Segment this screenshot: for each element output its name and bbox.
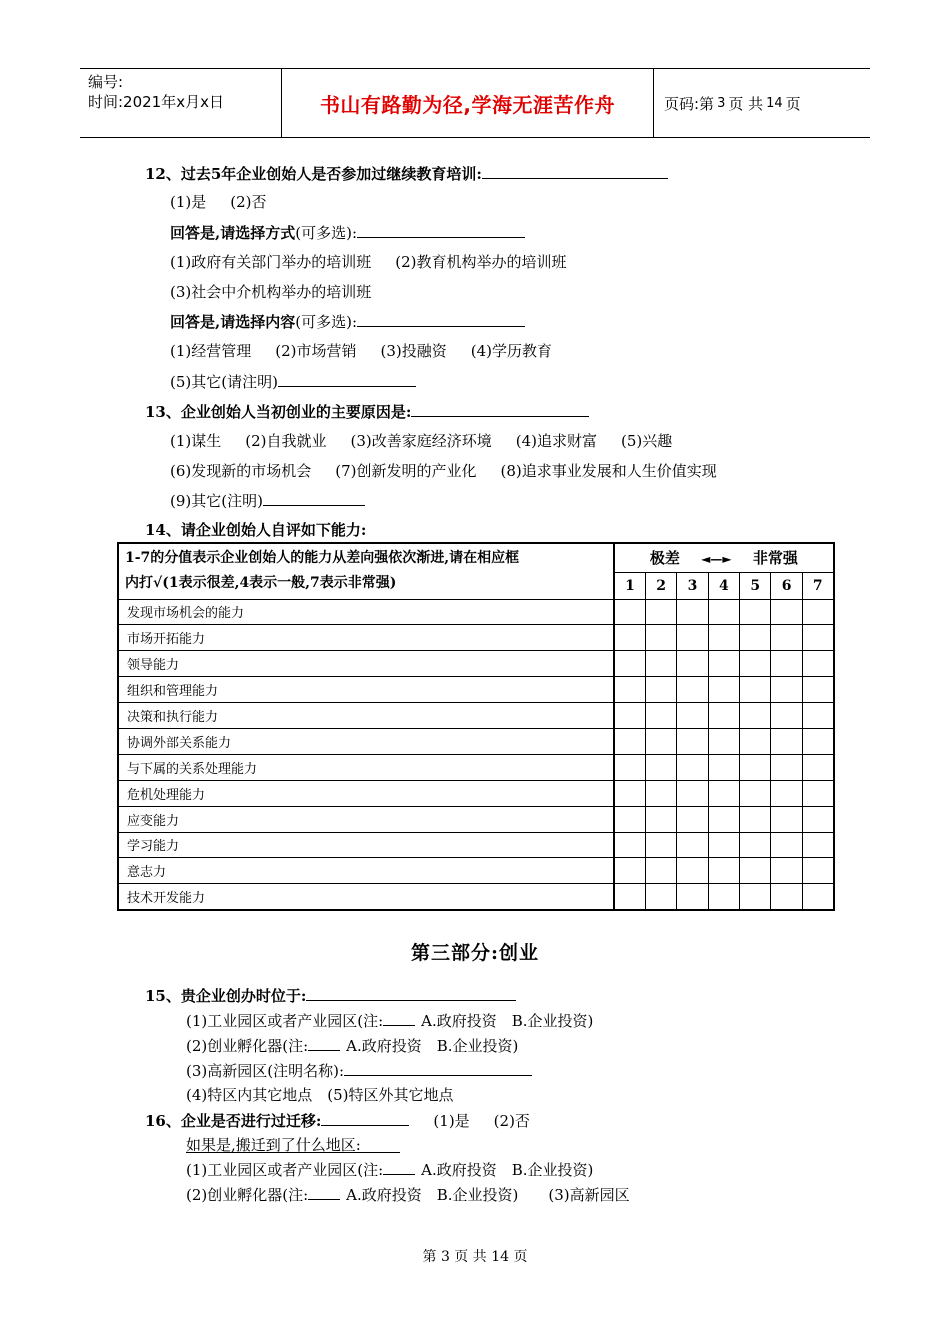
header-page-mid: 页 共 <box>728 94 764 113</box>
rating-checkbox-1[interactable] <box>614 625 645 651</box>
q12-content-label: 回答是,请选择内容 <box>170 313 296 331</box>
q13-option-8[interactable]: (8)追求事业发展和人生价值实现 <box>500 462 717 480</box>
table-row <box>118 677 834 703</box>
q16-title <box>145 1110 530 1131</box>
q15-option-4-5[interactable]: (4)特区内其它地点 (5)特区外其它地点 <box>186 1086 454 1104</box>
q12-other-label: (5)其它(请注明) <box>170 373 278 391</box>
ability-label: 领导能力 <box>118 651 614 677</box>
table-row <box>118 858 834 884</box>
ability-label: 与下属的关系处理能力 <box>118 754 614 780</box>
table-row <box>118 599 834 625</box>
rating-checkbox-6[interactable] <box>771 832 802 858</box>
rating-checkbox-6[interactable] <box>771 858 802 884</box>
rating-checkbox-5[interactable] <box>740 703 771 729</box>
score-header-1: 1 <box>614 572 645 599</box>
rating-checkbox-5[interactable] <box>740 858 771 884</box>
q13-option-1[interactable]: (1)谋生 <box>170 432 222 450</box>
rating-checkbox-5[interactable] <box>740 651 771 677</box>
q12-content-row <box>170 311 525 332</box>
q12-title <box>145 163 668 184</box>
score-header-5: 5 <box>740 572 771 599</box>
rating-checkbox-1[interactable] <box>614 858 645 884</box>
q16-option-1-label[interactable]: (1)工业园区或者产业园区(注: <box>186 1161 384 1179</box>
rating-checkbox-1[interactable] <box>614 754 645 780</box>
q12-content-note: (可多选): <box>295 313 357 331</box>
q12-option-no[interactable]: (2)否 <box>230 193 267 211</box>
rating-checkbox-7[interactable] <box>802 858 833 884</box>
rating-checkbox-2[interactable] <box>645 832 676 858</box>
q13-title <box>145 401 589 422</box>
rating-checkbox-2[interactable] <box>645 625 676 651</box>
q12-option-yes[interactable]: (1)是 <box>170 193 207 211</box>
double-arrow-icon: ◄—► <box>701 552 732 567</box>
rating-checkbox-2[interactable] <box>645 651 676 677</box>
rating-checkbox-3[interactable] <box>677 677 708 703</box>
q15-option-3-blank[interactable] <box>344 1060 532 1076</box>
ability-label: 协调外部关系能力 <box>118 728 614 754</box>
rating-checkbox-6[interactable] <box>771 884 802 910</box>
rating-checkbox-3[interactable] <box>677 884 708 910</box>
header-page-current: 3 <box>717 95 726 111</box>
rating-checkbox-7[interactable] <box>802 780 833 806</box>
q13-title-text: 13、企业创始人当初创业的主要原因是: <box>145 403 412 421</box>
header-page-info <box>654 69 870 137</box>
rating-checkbox-3[interactable] <box>677 754 708 780</box>
q16-option-1-tail: A.政府投资 B.企业投资) <box>421 1161 594 1179</box>
header-page-total: 14 <box>766 95 783 111</box>
q13-option-6[interactable]: (6)发现新的市场机会 <box>170 462 312 480</box>
table-row <box>118 780 834 806</box>
rating-checkbox-4[interactable] <box>708 884 739 910</box>
q16-option-2-blank[interactable] <box>308 1184 340 1200</box>
rating-checkbox-5[interactable] <box>740 884 771 910</box>
q16-option-2-label[interactable]: (2)创业孵化器(注: <box>186 1186 309 1204</box>
q12-method-options-2 <box>170 282 371 302</box>
q12-answer-blank[interactable] <box>482 163 668 179</box>
header-page-end: 页 <box>785 94 801 113</box>
q12-method-option-3[interactable]: (3)社会中介机构举办的培训班 <box>170 283 372 301</box>
ability-label: 危机处理能力 <box>118 780 614 806</box>
rating-checkbox-4[interactable] <box>708 754 739 780</box>
rating-checkbox-7[interactable] <box>802 754 833 780</box>
q16-option-no[interactable]: (2)否 <box>493 1112 530 1130</box>
rating-checkbox-7[interactable] <box>802 832 833 858</box>
rating-checkbox-3[interactable] <box>677 832 708 858</box>
rating-checkbox-3[interactable] <box>677 625 708 651</box>
rating-checkbox-7[interactable] <box>802 806 833 832</box>
table-row <box>118 806 834 832</box>
rating-checkbox-6[interactable] <box>771 703 802 729</box>
rating-checkbox-3[interactable] <box>677 599 708 625</box>
q16-option-yes[interactable]: (1)是 <box>433 1112 470 1130</box>
rating-checkbox-5[interactable] <box>740 754 771 780</box>
rating-checkbox-2[interactable] <box>645 806 676 832</box>
q12-method-option-2[interactable]: (2)教育机构举办的培训班 <box>395 253 567 271</box>
q13-options-1 <box>170 431 672 451</box>
rating-checkbox-5[interactable] <box>740 806 771 832</box>
table-row <box>118 703 834 729</box>
score-header-7: 7 <box>802 572 833 599</box>
ability-rating-table <box>117 542 835 911</box>
rating-checkbox-4[interactable] <box>708 806 739 832</box>
rating-checkbox-1[interactable] <box>614 703 645 729</box>
rating-checkbox-3[interactable] <box>677 651 708 677</box>
rating-checkbox-2[interactable] <box>645 677 676 703</box>
q12-method-row <box>170 222 525 243</box>
ability-label: 应变能力 <box>118 806 614 832</box>
q13-other-blank[interactable] <box>263 490 365 506</box>
rating-checkbox-3[interactable] <box>677 703 708 729</box>
rating-checkbox-5[interactable] <box>740 728 771 754</box>
q15-option-2-tail: A.政府投资 B.企业投资) <box>346 1037 519 1055</box>
q16-option-1 <box>186 1159 593 1180</box>
rating-checkbox-2[interactable] <box>645 703 676 729</box>
q12-other-row <box>170 371 416 392</box>
rating-checkbox-6[interactable] <box>771 677 802 703</box>
rating-checkbox-1[interactable] <box>614 599 645 625</box>
header-motto: 书山有路勤为径,学海无涯苦作舟 <box>282 69 654 137</box>
ability-label: 决策和执行能力 <box>118 703 614 729</box>
q12-method-note: (可多选): <box>295 224 357 242</box>
q15-option-1-label[interactable]: (1)工业园区或者产业园区(注: <box>186 1012 384 1030</box>
q15-title-text: 15、贵企业创办时位于: <box>145 987 307 1005</box>
ability-label: 组织和管理能力 <box>118 677 614 703</box>
table-row <box>118 625 834 651</box>
q15-option-2-label[interactable]: (2)创业孵化器(注: <box>186 1037 309 1055</box>
table-row <box>118 728 834 754</box>
rating-checkbox-4[interactable] <box>708 677 739 703</box>
rating-checkbox-1[interactable] <box>614 832 645 858</box>
q13-other-row <box>170 490 365 511</box>
q15-answer-blank[interactable] <box>306 985 516 1001</box>
table-instruction <box>118 543 614 599</box>
table-instruction-line-1: 1-7的分值表示企业创始人的能力从差向强依次渐进,请在相应框 <box>125 550 520 567</box>
rating-checkbox-3[interactable] <box>677 728 708 754</box>
q12-options <box>170 192 267 212</box>
table-row <box>118 754 834 780</box>
score-header-6: 6 <box>771 572 802 599</box>
ability-label: 技术开发能力 <box>118 884 614 910</box>
rating-checkbox-5[interactable] <box>740 599 771 625</box>
rating-checkbox-7[interactable] <box>802 599 833 625</box>
ability-label: 市场开拓能力 <box>118 625 614 651</box>
table-row <box>118 651 834 677</box>
rating-checkbox-3[interactable] <box>677 780 708 806</box>
ability-rows <box>118 599 834 910</box>
rating-checkbox-7[interactable] <box>802 728 833 754</box>
score-header-2: 2 <box>645 572 676 599</box>
header-meta <box>80 69 282 137</box>
rating-checkbox-1[interactable] <box>614 780 645 806</box>
rating-checkbox-7[interactable] <box>802 677 833 703</box>
ability-label: 发现市场机会的能力 <box>118 599 614 625</box>
rating-checkbox-4[interactable] <box>708 599 739 625</box>
section-3-title: 第三部分:创业 <box>410 942 539 964</box>
q16-title-text: 16、企业是否进行过迁移: <box>145 1112 322 1130</box>
q16-option-3-label[interactable]: (3)高新园区 <box>548 1186 630 1204</box>
q16-answer-blank[interactable] <box>321 1110 409 1126</box>
q15-title <box>145 985 516 1006</box>
rating-checkbox-3[interactable] <box>677 858 708 884</box>
rating-checkbox-6[interactable] <box>771 625 802 651</box>
rating-checkbox-6[interactable] <box>771 599 802 625</box>
q16-option-1-blank[interactable] <box>383 1159 415 1175</box>
q12-other-blank[interactable] <box>278 371 416 387</box>
rating-checkbox-5[interactable] <box>740 625 771 651</box>
rating-checkbox-4[interactable] <box>708 703 739 729</box>
q13-options-2 <box>170 461 717 481</box>
q15-option-2 <box>186 1035 518 1056</box>
q16-option-2-3 <box>186 1184 630 1205</box>
rating-checkbox-1[interactable] <box>614 677 645 703</box>
q15-option-1-blank[interactable] <box>383 1010 415 1026</box>
table-instruction-line-2: 内打√(1表示很差,4表示一般,7表示非常强) <box>125 575 397 592</box>
header-id-label: 编号: <box>88 73 124 91</box>
table-row <box>118 884 834 910</box>
rating-checkbox-1[interactable] <box>614 806 645 832</box>
rating-checkbox-2[interactable] <box>645 884 676 910</box>
q16-followup-text: 如果是,搬迁到了什么地区: <box>186 1136 361 1154</box>
rating-checkbox-7[interactable] <box>802 884 833 910</box>
rating-checkbox-3[interactable] <box>677 806 708 832</box>
rating-checkbox-4[interactable] <box>708 625 739 651</box>
rating-checkbox-4[interactable] <box>708 858 739 884</box>
page-header <box>80 68 870 138</box>
score-header-3: 3 <box>677 572 708 599</box>
q12-content-option-3[interactable]: (3)投融资 <box>380 342 447 360</box>
q12-title-text: 12、过去5年企业创始人是否参加过继续教育培训: <box>145 165 482 183</box>
rating-checkbox-2[interactable] <box>645 728 676 754</box>
q13-option-4[interactable]: (4)追求财富 <box>515 432 597 450</box>
q15-option-2-blank[interactable] <box>308 1035 340 1051</box>
q13-answer-blank[interactable] <box>411 401 589 417</box>
rating-checkbox-2[interactable] <box>645 780 676 806</box>
rating-checkbox-6[interactable] <box>771 806 802 832</box>
rating-checkbox-6[interactable] <box>771 651 802 677</box>
rating-checkbox-1[interactable] <box>614 884 645 910</box>
rating-checkbox-1[interactable] <box>614 728 645 754</box>
rating-checkbox-1[interactable] <box>614 651 645 677</box>
ability-label: 学习能力 <box>118 832 614 858</box>
q13-option-5[interactable]: (5)兴趣 <box>621 432 673 450</box>
q12-method-label: 回答是,请选择方式 <box>170 224 296 242</box>
q13-option-3[interactable]: (3)改善家庭经济环境 <box>350 432 492 450</box>
rating-checkbox-6[interactable] <box>771 754 802 780</box>
rating-checkbox-7[interactable] <box>802 651 833 677</box>
header-page-label: 页码:第 <box>664 94 715 113</box>
q13-option-2[interactable]: (2)自我就业 <box>245 432 327 450</box>
rating-checkbox-5[interactable] <box>740 677 771 703</box>
q15-option-1 <box>186 1010 593 1031</box>
rating-checkbox-7[interactable] <box>802 625 833 651</box>
q12-content-option-1[interactable]: (1)经营管理 <box>170 342 252 360</box>
rating-checkbox-7[interactable] <box>802 703 833 729</box>
q15-option-1-tail: A.政府投资 B.企业投资) <box>421 1012 594 1030</box>
q12-content-blank[interactable] <box>357 311 525 327</box>
page-footer: 第 3 页 共 14 页 <box>422 1249 528 1265</box>
rating-checkbox-4[interactable] <box>708 651 739 677</box>
table-row <box>118 832 834 858</box>
rating-checkbox-2[interactable] <box>645 754 676 780</box>
q12-method-option-1[interactable]: (1)政府有关部门举办的培训班 <box>170 253 372 271</box>
q12-content-options <box>170 341 552 361</box>
q16-followup-underline[interactable] <box>186 1152 400 1153</box>
rating-checkbox-4[interactable] <box>708 832 739 858</box>
q13-option-7[interactable]: (7)创新发明的产业化 <box>335 462 477 480</box>
q14-title: 14、请企业创始人自评如下能力: <box>145 521 367 539</box>
q12-content-option-2[interactable]: (2)市场营销 <box>275 342 357 360</box>
rating-checkbox-5[interactable] <box>740 832 771 858</box>
header-time-label: 时间:2021年x月x日 <box>88 93 224 111</box>
q12-method-blank[interactable] <box>357 222 525 238</box>
rating-checkbox-6[interactable] <box>771 728 802 754</box>
score-header-4: 4 <box>708 572 739 599</box>
q13-other-label: (9)其它(注明) <box>170 492 263 510</box>
rating-checkbox-5[interactable] <box>740 780 771 806</box>
rating-checkbox-6[interactable] <box>771 780 802 806</box>
scale-high-label: 非常强 <box>752 549 798 568</box>
scale-header <box>614 543 834 572</box>
rating-checkbox-4[interactable] <box>708 780 739 806</box>
ability-label: 意志力 <box>118 858 614 884</box>
q15-option-3-label[interactable]: (3)高新园区(注明名称): <box>186 1062 345 1080</box>
rating-checkbox-4[interactable] <box>708 728 739 754</box>
rating-checkbox-2[interactable] <box>645 599 676 625</box>
q12-method-options-1 <box>170 252 567 272</box>
q15-option-3 <box>186 1060 532 1081</box>
q16-option-2-tail: A.政府投资 B.企业投资) <box>346 1186 519 1204</box>
q12-content-option-4[interactable]: (4)学历教育 <box>470 342 552 360</box>
scale-low-label: 极差 <box>649 549 680 568</box>
rating-checkbox-2[interactable] <box>645 858 676 884</box>
